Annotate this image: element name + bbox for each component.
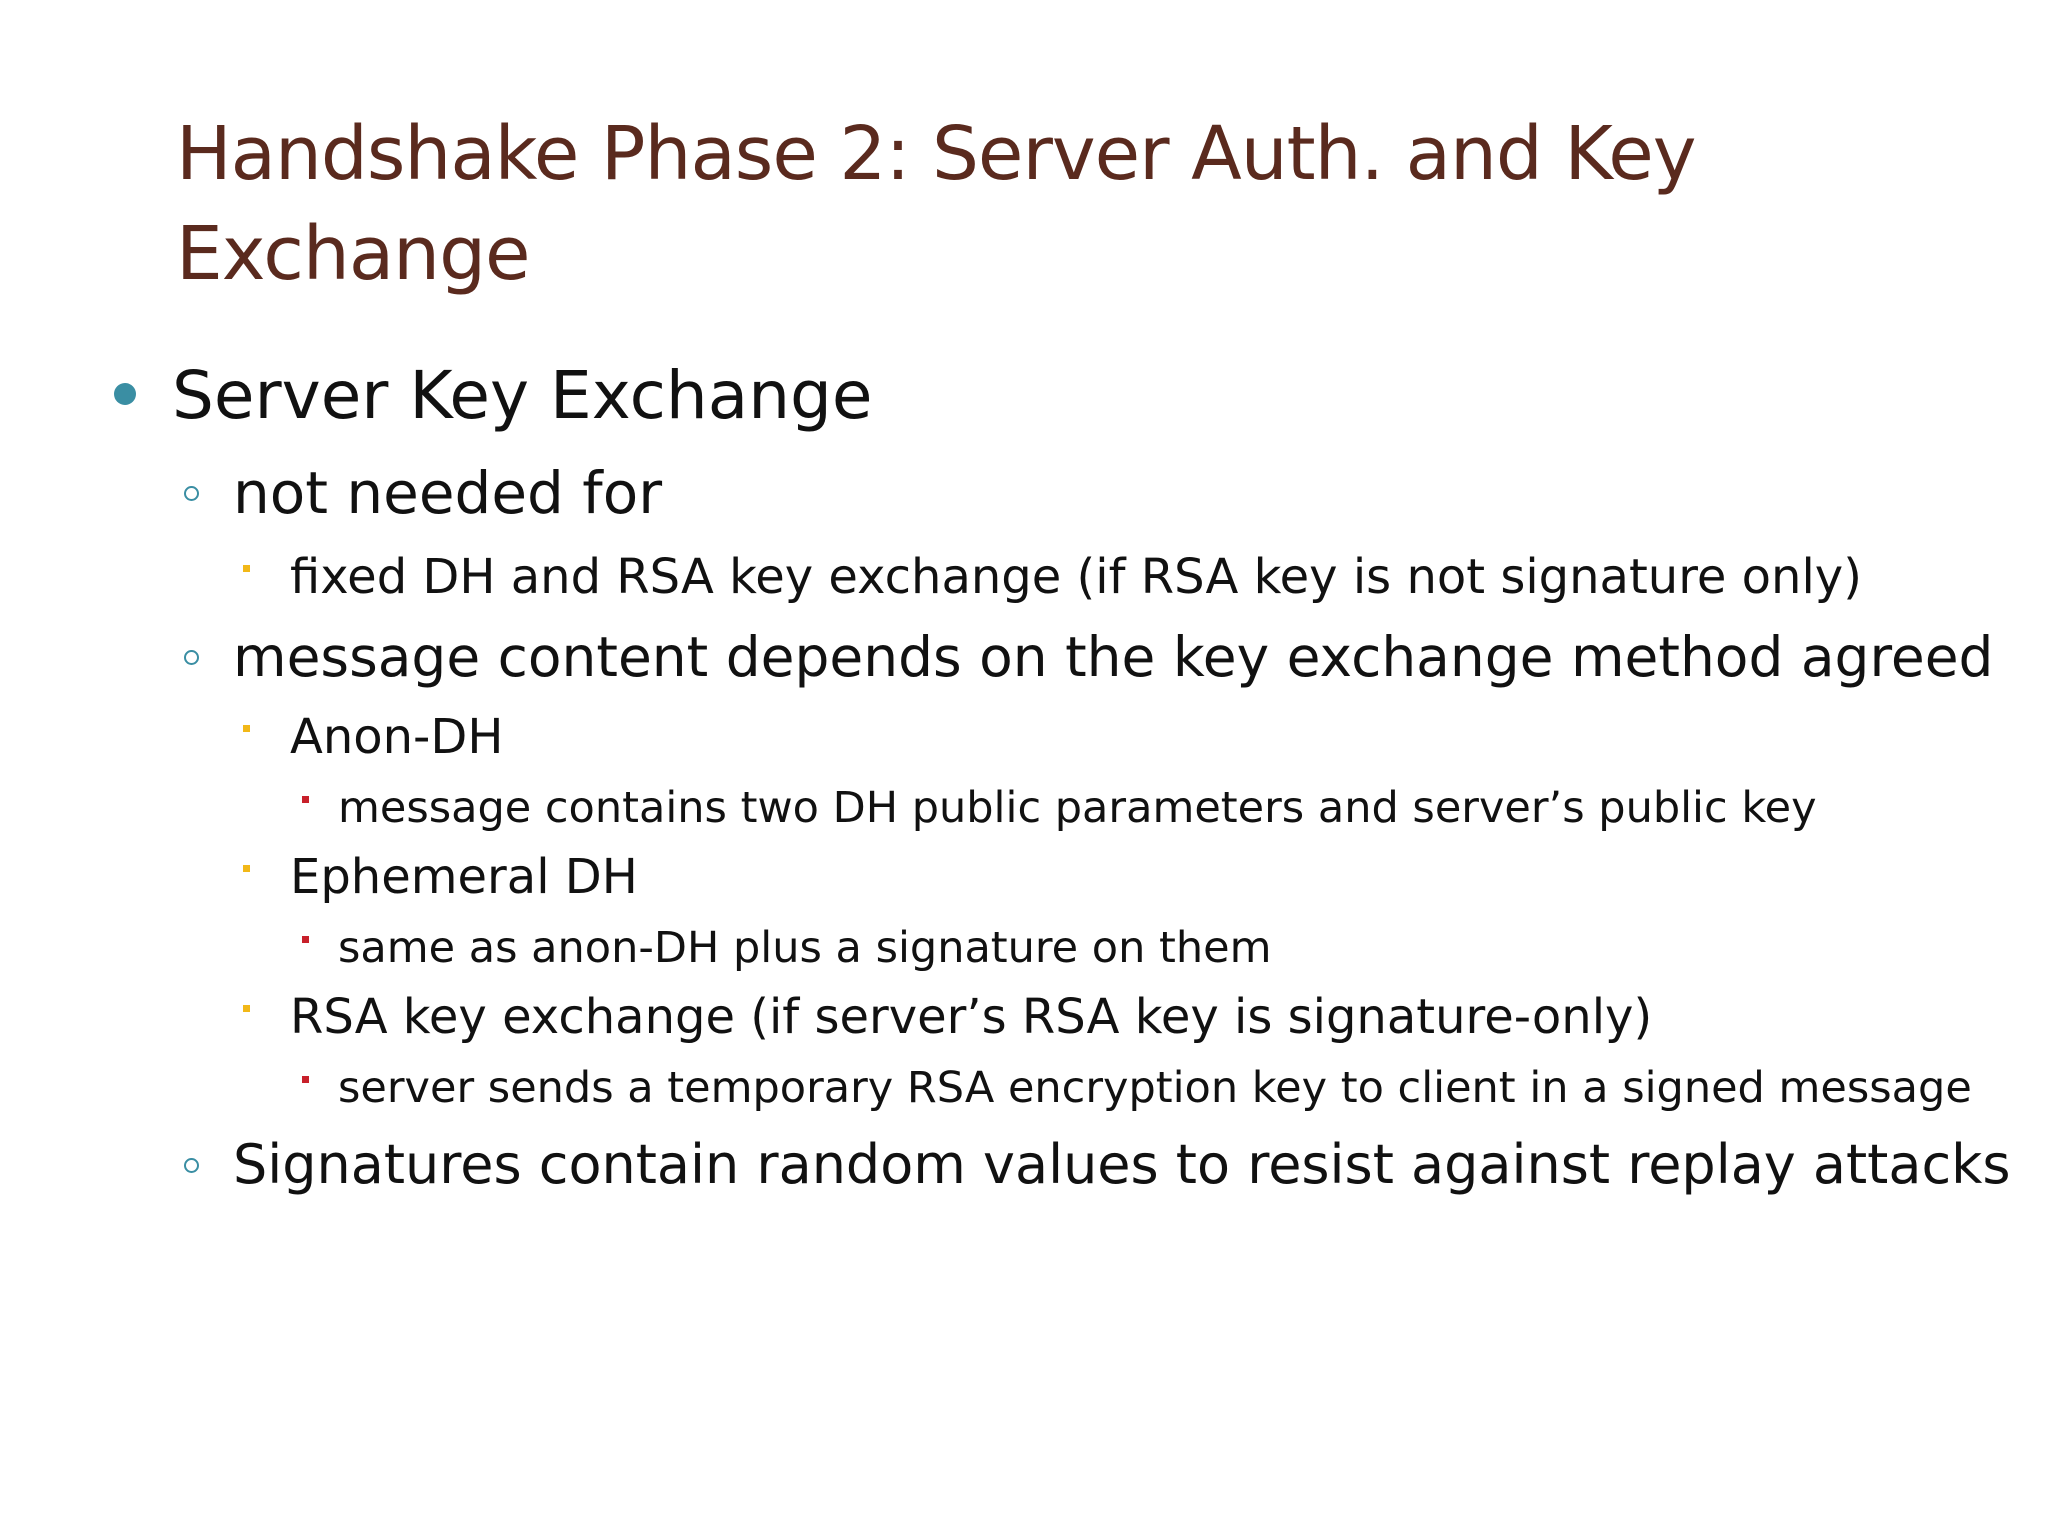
bullet-message-content — [0, 622, 2048, 692]
bullet-text: fixed DH and RSA key exchange (if RSA key is not signature only) — [290, 549, 1862, 605]
slide-title-line-1: Handshake Phase 2: Server Auth. and Key — [176, 111, 1696, 197]
square-bullet-icon — [243, 865, 250, 872]
bullet-anon-dh-detail — [0, 781, 2048, 835]
slide-title — [176, 104, 1776, 304]
square-bullet-icon — [302, 796, 309, 803]
bullet-ephemeral-dh — [0, 847, 2048, 907]
bullet-text: Ephemeral DH — [290, 849, 638, 905]
bullet-text: message contains two DH public parameters and server’s public key — [338, 783, 1817, 833]
bullet-server-key-exchange — [0, 356, 2048, 436]
bullet-text: server sends a temporary RSA encryption key to client in a signed message — [338, 1063, 1972, 1113]
square-bullet-icon — [243, 1005, 250, 1012]
bullet-text: RSA key exchange (if server’s RSA key is signature-only) — [290, 989, 1653, 1045]
bullet-text: Anon-DH — [290, 709, 504, 765]
bullet-text: message content depends on the key exchange method agreed — [233, 625, 1994, 689]
square-bullet-icon — [302, 1076, 309, 1083]
bullet-anon-dh — [0, 707, 2048, 767]
filled-dot-bullet-icon — [114, 383, 136, 405]
square-bullet-icon — [243, 725, 250, 732]
slide-title-line-2: Exchange — [176, 211, 530, 297]
ring-bullet-icon — [184, 650, 199, 665]
square-bullet-icon — [302, 936, 309, 943]
bullet-fixed-dh — [0, 547, 2048, 607]
bullet-text: same as anon-DH plus a signature on them — [338, 923, 1272, 973]
ring-bullet-icon — [184, 1158, 199, 1173]
bullet-ephemeral-dh-detail — [0, 921, 2048, 975]
ring-bullet-icon — [184, 486, 199, 501]
bullet-rsa-key-exchange-detail — [0, 1061, 2048, 1115]
bullet-signatures-random-values — [0, 1130, 2048, 1200]
bullet-rsa-key-exchange — [0, 987, 2048, 1047]
square-bullet-icon — [243, 565, 250, 572]
bullet-text: Signatures contain random values to resist against replay attacks — [233, 1133, 2011, 1196]
bullet-text: not needed for — [233, 459, 663, 527]
bullet-not-needed-for — [0, 458, 2048, 528]
bullet-text: Server Key Exchange — [172, 357, 873, 434]
